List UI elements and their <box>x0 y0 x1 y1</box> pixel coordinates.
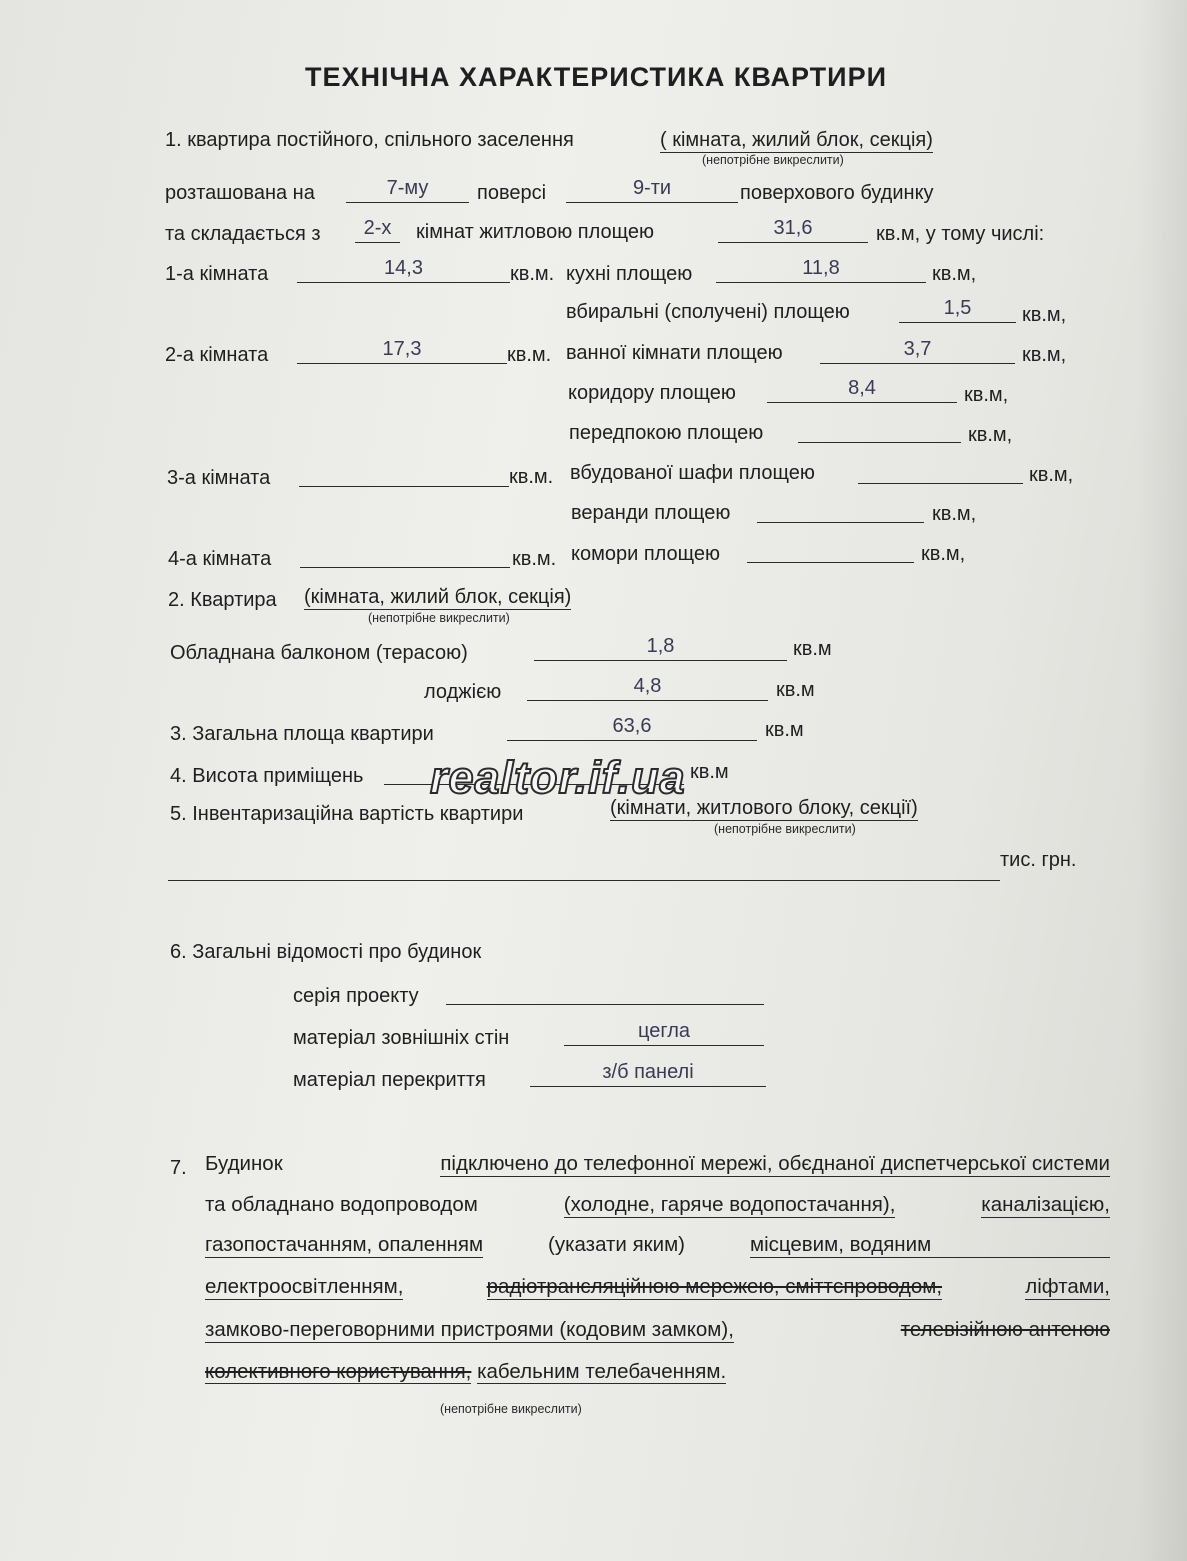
s7-line-3 <box>205 1233 1110 1258</box>
bathroom-value: 3,7 <box>820 339 1015 364</box>
walls-label: матеріал зовнішніх стін <box>293 1027 510 1049</box>
s1-line1-options: ( кімната, жилий блок, секція) <box>660 129 933 151</box>
s2-note: (непотрібне викреслити) <box>368 611 510 625</box>
rooms-count-value: 2-х <box>355 218 400 243</box>
total-area-unit: кв.м <box>765 719 804 741</box>
s1-note: (непотрібне викреслити) <box>702 153 844 167</box>
s6-label: 6. Загальні відомості про будинок <box>170 941 482 963</box>
balcony-value: 1,8 <box>534 636 787 661</box>
inventory-unit: тис. грн. <box>1000 849 1077 871</box>
bathroom-unit: кв.м, <box>1022 344 1067 366</box>
living-area-label: кімнат житловою площею <box>416 221 654 243</box>
kitchen-label: кухні площею <box>566 263 693 285</box>
s7-l2-a: та обладнано водопроводом <box>205 1193 478 1216</box>
s7-l4-b: радіотрансляційною мережею, сміттєпроводом, <box>486 1275 943 1298</box>
storage-unit: кв.м, <box>921 543 966 565</box>
total-area-label: 3. Загальна площа квартири <box>170 723 434 745</box>
s2-options: (кімната, жилий блок, секція) <box>304 586 572 608</box>
kitchen-value: 11,8 <box>716 258 926 283</box>
walls-value: цегла <box>564 1021 764 1046</box>
room-4-value <box>300 543 510 568</box>
s7-line-4 <box>205 1275 1110 1300</box>
kitchen-unit: кв.м, <box>932 263 977 285</box>
closet-unit: кв.м, <box>1029 464 1074 486</box>
s7-line-6 <box>205 1360 1110 1384</box>
height-label: 4. Висота приміщень <box>170 765 364 787</box>
consists-label: та складається з <box>165 223 321 245</box>
room-3-unit: кв.м. <box>509 466 554 488</box>
toilet-value: 1,5 <box>899 298 1016 323</box>
floor-label: поверсі <box>477 182 547 204</box>
s7-line-2 <box>205 1193 1110 1218</box>
watermark: realtor.if.ua <box>430 752 686 803</box>
storeys-label: поверхового будинку <box>740 182 934 204</box>
balcony-unit: кв.м <box>793 638 832 660</box>
s7-note: (непотрібне викреслити) <box>440 1402 582 1416</box>
total-area-value: 63,6 <box>507 716 757 741</box>
series-value <box>446 980 764 1005</box>
s1-line1-prefix: 1. квартира постійного, спільного заселення <box>165 129 574 151</box>
s7-l2-c: каналізацією, <box>981 1193 1110 1216</box>
corridor-value: 8,4 <box>767 378 957 403</box>
veranda-value <box>757 498 924 523</box>
s5-options: (кімнати, житлового блоку, секції) <box>610 797 918 819</box>
inventory-value <box>168 856 1000 881</box>
s7-l5-a: замково-переговорними пристроями (кодовим замком), <box>205 1318 734 1341</box>
series-label: серія проекту <box>293 985 419 1007</box>
room-2-value: 17,3 <box>297 339 507 364</box>
loggia-label: лоджією <box>424 681 502 703</box>
room-4-unit: кв.м. <box>512 548 557 570</box>
floors-value: з/б панелі <box>530 1062 766 1087</box>
storage-value <box>747 538 914 563</box>
s7-l1-a: Будинок <box>205 1152 283 1175</box>
living-area-value: 31,6 <box>718 218 868 243</box>
page-edge-shadow <box>1137 0 1187 1561</box>
room-3-value <box>299 462 509 487</box>
room-1-value: 14,3 <box>297 258 510 283</box>
room-2-label: 2-а кімната <box>165 344 269 366</box>
bathroom-label: ванної кімнати площею <box>566 342 783 364</box>
s7-l3-b: (указати яким) <box>548 1233 686 1256</box>
room-1-label: 1-а кімната <box>165 263 269 285</box>
document-title: ТЕХНІЧНА ХАРАКТЕРИСТИКА КВАРТИРИ <box>305 62 887 92</box>
s7-line-1 <box>205 1152 1110 1177</box>
loggia-value: 4,8 <box>527 676 768 701</box>
toilet-unit: кв.м, <box>1022 304 1067 326</box>
s7-l6-b: кабельним телебаченням. <box>477 1360 727 1383</box>
s7-l3-a: газопостачанням, опаленням <box>205 1233 484 1256</box>
corridor-unit: кв.м, <box>964 384 1009 406</box>
storeys-value: 9-ти <box>566 178 738 203</box>
corridor-label: коридору площею <box>568 382 736 404</box>
closet-value <box>858 459 1023 484</box>
veranda-label: веранди площею <box>571 502 731 524</box>
floors-label: матеріал перекриття <box>293 1069 486 1091</box>
s7-l1-b: підключено до телефонної мережі, обєднаної диспетчерської системи <box>440 1152 1110 1175</box>
s5-prefix: 5. Інвентаризаційна вартість квартири <box>170 803 524 825</box>
storage-label: комори площею <box>571 543 721 565</box>
s7-number: 7. <box>170 1157 187 1179</box>
s5-note: (непотрібне викреслити) <box>714 822 856 836</box>
s7-l4-a: електроосвітленням, <box>205 1275 404 1298</box>
s7-l5-b: телевізійною антеною <box>900 1318 1110 1341</box>
room-2-unit: кв.м. <box>507 344 552 366</box>
s7-l4-c: ліфтами, <box>1025 1275 1110 1298</box>
floor-value: 7-му <box>346 178 469 203</box>
s7-l3-c: місцевим, водяним <box>750 1233 1110 1258</box>
hall-unit: кв.м, <box>968 424 1013 446</box>
room-1-unit: кв.м. <box>510 263 555 285</box>
hall-value <box>798 418 961 443</box>
incl-label: кв.м, у тому числі: <box>876 223 1045 245</box>
s7-l2-b: (холодне, гаряче водопостачання), <box>563 1193 896 1216</box>
height-unit: кв.м <box>690 761 729 783</box>
hall-label: передпокою площею <box>569 422 764 444</box>
s7-l6-a: колективного користування, <box>205 1360 472 1383</box>
loggia-unit: кв.м <box>776 679 815 701</box>
room-4-label: 4-а кімната <box>168 548 272 570</box>
balcony-label: Обладнана балконом (терасою) <box>170 642 468 664</box>
s1-location-label: розташована на <box>165 182 315 204</box>
room-3-label: 3-а кімната <box>167 467 271 489</box>
closet-label: вбудованої шафи площею <box>570 462 815 484</box>
veranda-unit: кв.м, <box>932 503 977 525</box>
s7-line-5 <box>205 1318 1110 1343</box>
s2-prefix: 2. Квартира <box>168 589 277 611</box>
toilet-label: вбиральні (сполучені) площею <box>566 301 850 323</box>
